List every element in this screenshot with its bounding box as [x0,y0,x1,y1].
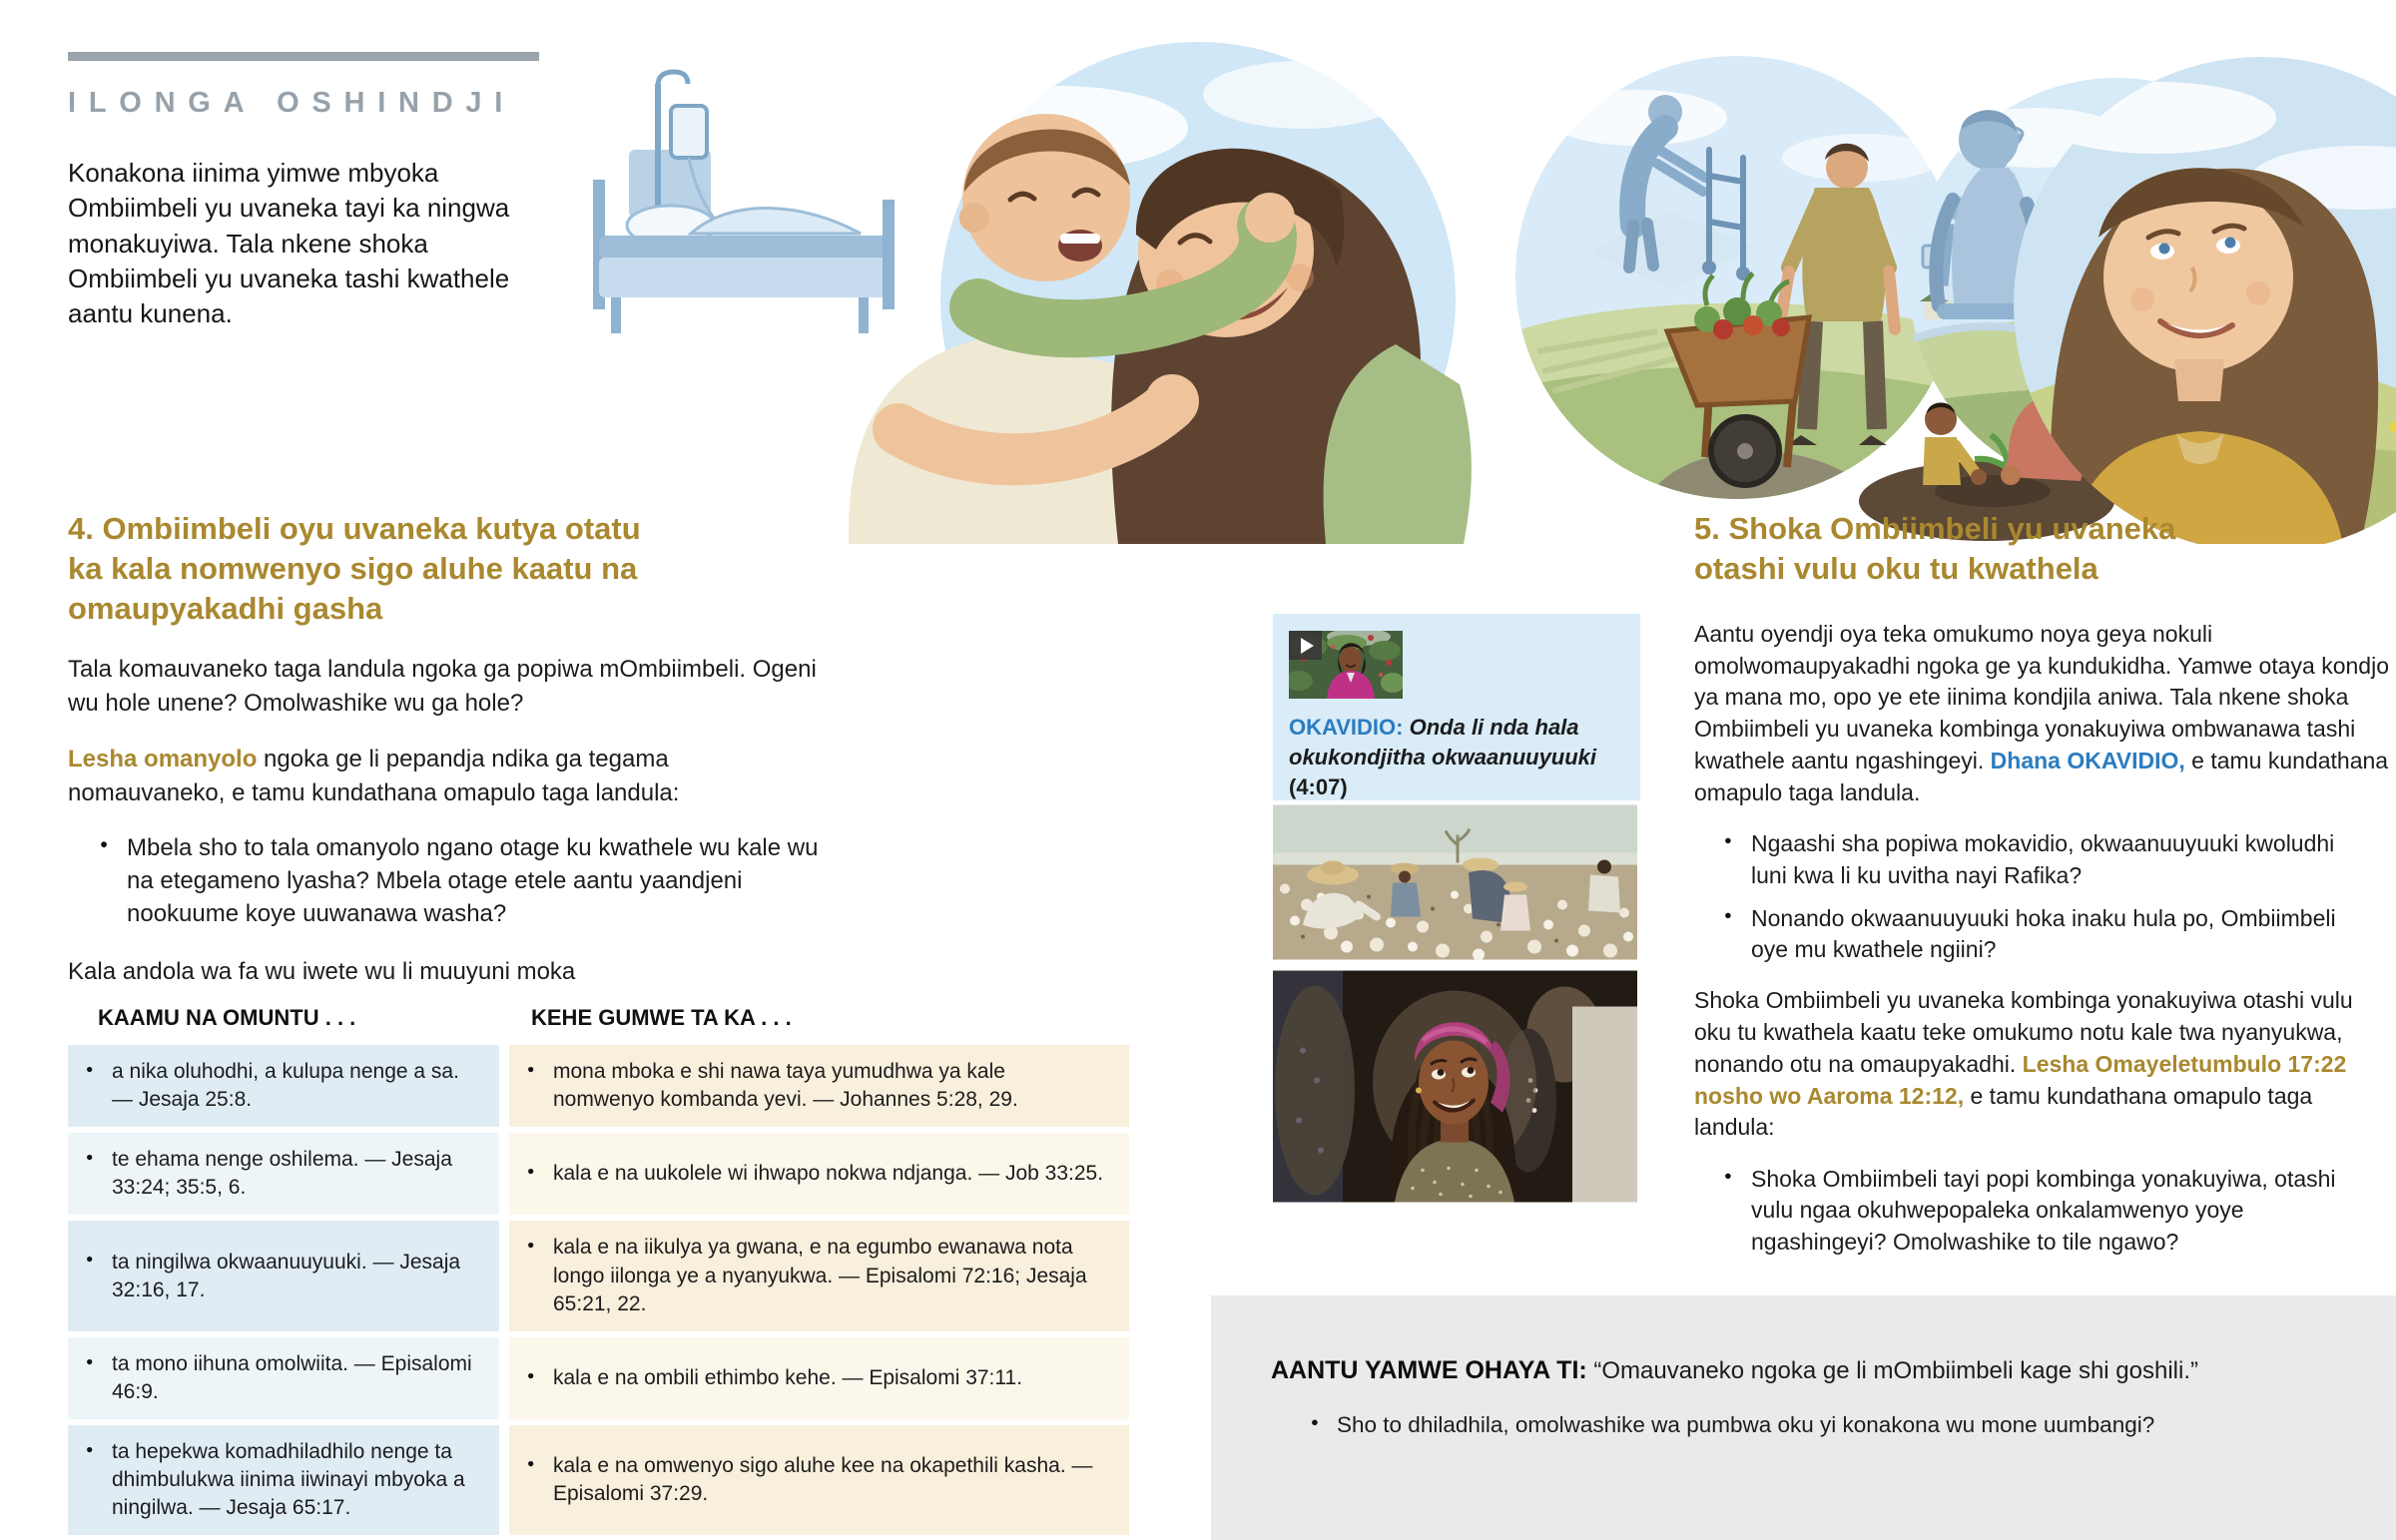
mother-child-scene [849,42,1472,544]
section5-para2-pre: Shoka Ombiimbeli yu uvaneka kombinga yonakuyiwa otashi vulu oku tu kwathela kaatu teke omukumo notu kale twa nyanyukwa, nonando otu na omaupyakadhi. [1694,987,2353,1077]
objection-bullet: ● Sho to dhiladhila, omolwashike wa pumbwa oku yi konakona wu mone uumbangi? [1311,1410,2335,1441]
section5-bullet-1: ● Ngaashi sha popiwa mokavidio, okwaanuuyuuki kwoludhi luni kwa li ku uvitha nayi Rafika? [1724,828,2370,891]
section5-para2-post: e tamu kundathana omapulo taga landula: [1694,1082,2313,1141]
table-cell-right: ● kala e na omwenyo sigo aluhe kee na okapethili kasha. — Episalomi 37:29. [509,1425,1129,1535]
section5-bullet-list-2 [1694,1164,2390,1258]
kicker-rule [68,52,539,61]
media-column [1273,614,1640,1209]
section4-para1: Tala komauvaneko taga landula ngoka ga popiwa mOmbiimbeli. Ogeni wu hole unene? Omolwashike wu ga hole? [68,655,817,718]
play-video-link[interactable]: Dhana OKAVIDIO, [1990,747,2185,773]
table-cell-right: ● kala e na uukolele wi ihwapo nokwa ndjanga. — Job 33:25. [509,1133,1129,1215]
table-row [68,1221,1129,1330]
section5-para1 [1694,619,2390,808]
table-cell-right: ● kala e na ombili ethimbo kehe. — Episalomi 37:11. [509,1337,1129,1419]
kicker-title: ILONGA OSHINDJI [68,87,516,119]
section5-bullet-3: ● Shoka Ombiimbeli tayi popi kombinga yonakuyiwa, otashi vulu ngaa okuhwepopaleka onkalamwenyo yoye ngashingeyi? Omolwashike to tile ngawo? [1724,1164,2370,1258]
objection-line [1271,1353,2336,1388]
video-duration: (4:07) [1289,773,1348,799]
section4-bullet: ● Mbela sho to tala omanyolo ngano otage ku kwathele wu kale wu na etegameno lyasha? Mbela otage etele aantu yaandjeni nookuume koye uuwanawa washa? [100,832,826,931]
section5-bullet-2: ● Nonando okwaanuuyuuki hoka inaku hula po, Ombiimbeli oye mu kwathele ngiini? [1724,903,2370,966]
promises-table-header [68,1005,1129,1031]
table-col2-header: KEHE GUMWE TA KA . . . [531,1004,792,1030]
garden-wheelbarrow-scene [1515,56,1959,499]
table-cell-left: ● ta mono iihuna omolwiita. — Episalomi 46:9. [68,1337,499,1419]
objection-bullet-list [1271,1410,2336,1441]
section5-para1-post: e tamu kundathana omapulo taga landula. [1694,747,2389,805]
intro-paragraph: Konakona iinima yimwe mbyoka Ombiimbeli yu uvaneka tayi ka ningwa monakuyiwa. Tala nkene shoka Ombiimbeli yu uvaneka tashi kwathele aantu kunena. [68,158,510,329]
section4-bullet-list [68,832,1131,931]
video-caption [1289,713,1624,802]
table-row [68,1133,1129,1215]
table-cell-left: ● ta ningilwa okwaanuuyuuki. — Jesaja 32:16, 17. [68,1221,499,1330]
video-box [1273,614,1640,800]
section-4 [68,509,1131,1540]
play-icon[interactable] [1289,631,1322,660]
section4-para2-rest: ngoka ge li pepandja ndika ga tegama nomauvaneko, e tamu kundathana omapulo taga landula: [68,746,680,807]
kicker-block [68,52,545,332]
section5-para1-pre: Aantu oyendji oya teka omukumo noya geya nokuli omolwomaupyakadhi ngoka ge ya kundukidha. Yamwe otaya kondjo ya mana mo, opo ye ete iinima kondjila aniwa. Tala nkene shoka Ombiimbeli yu uvaneka kombinga yonakuyiwa ombwanawa tashi kwathele aantu ngashingeyi. [1694,620,2389,773]
banner-illustration [559,0,2396,544]
section5-bullet-list [1694,828,2390,965]
table-cell-right: ● kala e na iikulya ya gwana, e na egumbo ewanawa nota longo iilonga ye a nyanyukwa. — Episalomi 72:16; Jesaja 65:21, 22. [509,1221,1129,1330]
table-col1-header: KAAMU NA OMUNTU . . . [98,1004,356,1030]
section5-para2 [1694,985,2390,1144]
objection-label: AANTU YAMWE OHAYA TI: [1271,1356,1587,1384]
table-row [68,1337,1129,1419]
video-label[interactable]: OKAVIDIO: [1289,715,1404,740]
section5-heading: 5. Shoka Ombiimbeli yu uvaneka otashi vulu oku tu kwathela [1694,511,2176,586]
table-row [68,1425,1129,1535]
hospital-scene [593,72,895,333]
photo-cotton-field [1273,804,1637,960]
promises-table [68,1005,1129,1536]
section-5 [1694,509,2390,1278]
section4-heading: 4. Ombiimbeli oyu uvaneka kutya otatu ka kala nomwenyo sigo aluhe kaatu na omaupyakadhi gasha [68,511,641,626]
read-scriptures-link-2[interactable]: Lesha Omayeletumbulo 17:22 nosho wo Aaroma 12:12, [1694,1050,2347,1109]
video-thumbnail[interactable] [1289,631,1403,699]
section4-para2 [68,743,819,810]
section4-para3: Kala andola wa fa wu iwete wu li muuyuni moka [68,957,576,985]
table-cell-left: ● a nika oluhodhi, a kulupa nenge a sa. — Jesaja 25:8. [68,1045,499,1127]
photo-smiling-woman [1273,964,1637,1209]
table-cell-right: ● mona mboka e shi nawa taya yumudhwa ya kale nomwenyo kombanda yevi. — Johannes 5:28, 29. [509,1045,1129,1127]
read-scriptures-link[interactable]: Lesha omanyolo [68,746,258,773]
objection-quote: “Omauvaneko ngoka ge li mOmbiimbeli kage shi goshili.” [1593,1357,2198,1384]
table-cell-left: ● ta hepekwa komadhiladhilo nenge ta dhimbulukwa iinima iiwinayi mbyoka a ningilwa. — Jesaja 65:17. [68,1425,499,1535]
table-row [68,1045,1129,1127]
video-title[interactable]: Onda li nda hala okukondjitha okwaanuuyuuki [1289,715,1597,770]
objection-box [1211,1295,2396,1540]
table-cell-left: ● te ehama nenge oshilema. — Jesaja 33:24; 35:5, 6. [68,1133,499,1215]
